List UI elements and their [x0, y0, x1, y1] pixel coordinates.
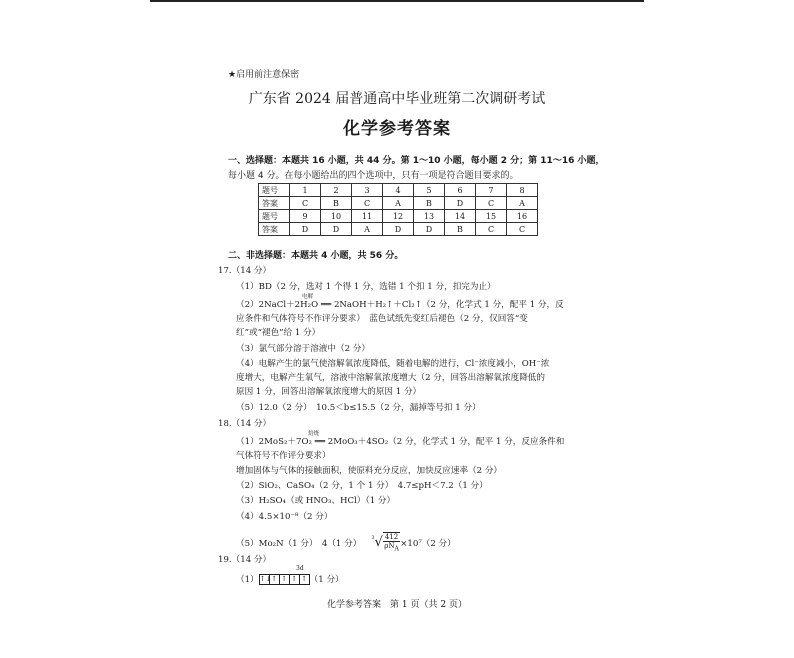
- table-cell: 12: [383, 210, 414, 223]
- q17-heading: 17.（14 分）: [218, 266, 272, 276]
- table-cell: A: [383, 197, 414, 210]
- q18-answer-5: [236, 532, 456, 553]
- orbital-box: ↑: [280, 575, 290, 584]
- table-cell: 题号: [259, 210, 290, 223]
- q19-answer-1-score: （1 分）: [309, 575, 344, 585]
- q18-answer-5-text: （5）Mo₂N（1 分） 4（1 分）: [236, 538, 362, 549]
- table-cell: 10: [321, 210, 352, 223]
- q18-answer-1: （1）2MoS₂＋7O₂ ══ 2MoO₃＋4SO₂（2 分，化学式 1 分，配平 1 分，反应条件和: [236, 437, 565, 447]
- q18-answer-1-cont: 气体符号不作评分要求）: [236, 451, 331, 461]
- table-cell: 2: [321, 184, 352, 197]
- table-cell: 9: [290, 210, 321, 223]
- table-cell: D: [383, 223, 414, 236]
- q19-answer-1-label: （1）: [236, 575, 259, 585]
- section1-instruction: 每小题 4 分。在每小题给出的四个选项中，只有一项是符合题目要求的。: [228, 171, 519, 181]
- exam-title: 广东省 2024 届普通高中毕业班第二次调研考试: [248, 91, 546, 107]
- page-title: 化学参考答案: [343, 119, 451, 139]
- q17-answer-2-cont: 应条件和气体符号不作评分要求） 蓝色试纸先变红后褪色（2 分，仅回答“变: [236, 314, 528, 324]
- q17-answer-2: （2）2NaCl＋2H₂O ══ 2NaOH＋H₂↑＋Cl₂↑（2 分，化学式 1 分，配平 1 分，反: [236, 300, 564, 310]
- table-cell: 11: [352, 210, 383, 223]
- orbital-diagram: [259, 574, 310, 585]
- orbital-box: ↑: [270, 575, 280, 584]
- q17-answer-5: （5）12.0（2 分） 10.5＜b≤15.5（2 分，漏掉等号扣 1 分）: [236, 403, 481, 413]
- table-cell: B: [414, 197, 445, 210]
- table-cell: 16: [507, 210, 538, 223]
- q17-condition: 电解: [302, 294, 314, 300]
- table-cell: D: [321, 223, 352, 236]
- cube-root-expression: [371, 532, 455, 553]
- q18-heading: 18.（14 分）: [218, 419, 272, 429]
- orbital-box: ↑: [290, 575, 300, 584]
- table-cell: C: [290, 197, 321, 210]
- q17-answer-4: （4）电解产生的氯气使溶解氧浓度降低，随着电解的进行，Cl⁻浓度减小，OH⁻浓: [236, 359, 550, 369]
- q19-answer-1: [236, 573, 344, 585]
- table-cell: C: [476, 197, 507, 210]
- denominator-text: ρN: [384, 542, 395, 550]
- table-cell: C: [507, 223, 538, 236]
- table-cell: D: [414, 223, 445, 236]
- table-cell: 答案: [259, 223, 290, 236]
- root-sign-icon: √: [374, 535, 383, 551]
- answer-table: [258, 183, 538, 236]
- table-cell: 8: [507, 184, 538, 197]
- table-cell: 5: [414, 184, 445, 197]
- table-cell: A: [352, 223, 383, 236]
- fraction-numerator: 412: [384, 533, 399, 541]
- table-cell: B: [445, 223, 476, 236]
- page-footer: 化学参考答案 第 1 页（共 2 页）: [327, 600, 467, 610]
- table-row: [259, 210, 538, 223]
- table-cell: C: [352, 197, 383, 210]
- root-index: 3: [371, 534, 375, 541]
- denominator-subscript: A: [394, 545, 399, 553]
- table-cell: 3: [352, 184, 383, 197]
- table-cell: 1: [290, 184, 321, 197]
- table-cell: 题号: [259, 184, 290, 197]
- orbital-label: 3d: [296, 565, 304, 572]
- q18-answer-3: （3）H₂SO₄（或 HNO₃、HCl）（1 分）: [236, 496, 396, 506]
- table-cell: 13: [414, 210, 445, 223]
- q17-answer-4-cont: 度增大，电解产生氧气，溶液中溶解氧浓度增大（2 分，回答出溶解氧浓度降低的: [236, 373, 545, 383]
- q18-answer-5-tail: ×10⁷（2 分）: [400, 538, 456, 549]
- q19-heading: 19.（14 分）: [218, 555, 272, 565]
- section1-heading: 一、选择题：本题共 16 小题，共 44 分。第 1～10 小题，每小题 2 分；第 11～16 小题，: [228, 156, 605, 166]
- q18-answer-1-cont2: 增加固体与气体的接触面积，使原料充分反应，加快反应速率（2 分）: [236, 466, 503, 476]
- table-cell: 15: [476, 210, 507, 223]
- q18-answer-2: （2）SiO₂、CaSO₄（2 分，1 个 1 分） 4.7≤pH＜7.2（1 分）: [236, 481, 488, 491]
- table-cell: 7: [476, 184, 507, 197]
- table-cell: D: [290, 223, 321, 236]
- table-cell: 答案: [259, 197, 290, 210]
- table-cell: 14: [445, 210, 476, 223]
- orbital-box: ↑↓: [259, 574, 272, 583]
- table-cell: D: [445, 197, 476, 210]
- q18-answer-4: （4）4.5×10⁻⁸（2 分）: [236, 512, 333, 522]
- table-row: [259, 184, 538, 197]
- table-cell: C: [476, 223, 507, 236]
- table-cell: B: [321, 197, 352, 210]
- orbital-box: ↑: [301, 574, 308, 583]
- section2-heading: 二、非选择题：本题共 4 小题，共 56 分。: [228, 251, 404, 261]
- fraction-denominator: [384, 542, 399, 553]
- q17-answer-1: （1）BD（2 分，选对 1 个得 1 分，选错 1 个扣 1 分，扣完为止）: [236, 282, 496, 292]
- table-cell: 4: [383, 184, 414, 197]
- q18-condition: 焙烧: [308, 431, 320, 437]
- q17-answer-2-cont2: 红”或“褪色”给 1 分）: [236, 328, 321, 338]
- table-cell: A: [507, 197, 538, 210]
- q17-answer-4-cont2: 原因 1 分，回答出溶解氧浓度增大的原因 1 分）: [236, 387, 422, 397]
- root-fraction: [383, 532, 400, 553]
- table-row: [259, 197, 538, 210]
- table-cell: 6: [445, 184, 476, 197]
- table-row: [259, 223, 538, 236]
- confidential-note: ★启用前注意保密: [228, 70, 300, 80]
- q17-answer-3: （3）氯气部分溶于溶液中（2 分）: [236, 344, 370, 354]
